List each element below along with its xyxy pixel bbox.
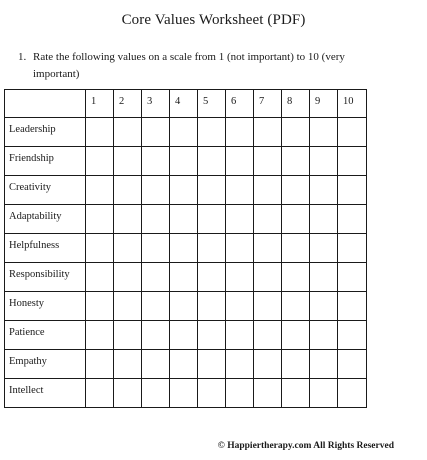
rating-header-4: 4 (170, 90, 198, 118)
value-row (5, 234, 367, 263)
rating-cell[interactable] (282, 118, 310, 147)
rating-cell[interactable] (170, 350, 198, 379)
rating-cell[interactable] (86, 176, 114, 205)
rating-cell[interactable] (86, 147, 114, 176)
rating-cell[interactable] (198, 118, 226, 147)
rating-cell[interactable] (170, 321, 198, 350)
rating-cell[interactable] (226, 379, 254, 408)
rating-cell[interactable] (198, 379, 226, 408)
rating-cell[interactable] (282, 176, 310, 205)
rating-cell[interactable] (170, 263, 198, 292)
rating-cell[interactable] (86, 118, 114, 147)
rating-cell[interactable] (338, 292, 367, 321)
rating-cell[interactable] (310, 379, 338, 408)
corner-cell (5, 90, 86, 118)
rating-cell[interactable] (114, 263, 142, 292)
rating-cell[interactable] (198, 263, 226, 292)
rating-cell[interactable] (310, 292, 338, 321)
rating-cell[interactable] (310, 234, 338, 263)
rating-cell[interactable] (338, 379, 367, 408)
copyright-footer: © Happiertherapy.com All Rights Reserved (217, 441, 394, 451)
value-label: Responsibility (5, 263, 86, 292)
rating-cell[interactable] (226, 118, 254, 147)
rating-cell[interactable] (86, 205, 114, 234)
rating-cell[interactable] (310, 205, 338, 234)
rating-cell[interactable] (114, 350, 142, 379)
rating-cell[interactable] (338, 205, 367, 234)
rating-header-7: 7 (254, 90, 282, 118)
value-row (5, 205, 367, 234)
value-label: Adaptability (5, 205, 86, 234)
rating-cell[interactable] (170, 205, 198, 234)
rating-cell[interactable] (86, 379, 114, 408)
rating-cell[interactable] (254, 263, 282, 292)
rating-cell[interactable] (142, 292, 170, 321)
rating-cell[interactable] (142, 118, 170, 147)
rating-cell[interactable] (142, 263, 170, 292)
rating-cell[interactable] (198, 292, 226, 321)
rating-cell[interactable] (310, 350, 338, 379)
rating-cell[interactable] (226, 234, 254, 263)
rating-cell[interactable] (86, 350, 114, 379)
rating-cell[interactable] (282, 205, 310, 234)
value-label: Leadership (5, 118, 86, 147)
rating-cell[interactable] (310, 147, 338, 176)
rating-cell[interactable] (338, 350, 367, 379)
rating-cell[interactable] (170, 234, 198, 263)
rating-cell[interactable] (86, 234, 114, 263)
instruction-text: Rate the following values on a scale from 1 (not important) to 10 (very important) (33, 51, 345, 80)
rating-cell[interactable] (310, 118, 338, 147)
value-row (5, 379, 367, 408)
rating-cell[interactable] (142, 379, 170, 408)
rating-cell[interactable] (282, 321, 310, 350)
rating-cell[interactable] (114, 234, 142, 263)
value-row (5, 350, 367, 379)
rating-cell[interactable] (114, 118, 142, 147)
rating-cell[interactable] (282, 379, 310, 408)
rating-cell[interactable] (254, 118, 282, 147)
rating-cell[interactable] (338, 147, 367, 176)
rating-cell[interactable] (254, 350, 282, 379)
rating-cell[interactable] (310, 176, 338, 205)
rating-cell[interactable] (114, 176, 142, 205)
rating-header-3: 3 (142, 90, 170, 118)
rating-cell[interactable] (254, 176, 282, 205)
rating-cell[interactable] (282, 263, 310, 292)
rating-cell[interactable] (142, 234, 170, 263)
rating-cell[interactable] (170, 176, 198, 205)
value-label: Empathy (5, 350, 86, 379)
value-label: Helpfulness (5, 234, 86, 263)
rating-cell[interactable] (254, 147, 282, 176)
rating-cell[interactable] (338, 118, 367, 147)
rating-cell[interactable] (254, 205, 282, 234)
rating-table (4, 89, 367, 408)
rating-cell[interactable] (338, 234, 367, 263)
rating-cell[interactable] (282, 234, 310, 263)
value-row (5, 292, 367, 321)
rating-cell[interactable] (170, 292, 198, 321)
value-row (5, 321, 367, 350)
rating-cell[interactable] (170, 147, 198, 176)
rating-cell[interactable] (198, 176, 226, 205)
rating-cell[interactable] (142, 321, 170, 350)
instruction-number: 1. (18, 51, 27, 63)
rating-cell[interactable] (114, 321, 142, 350)
rating-cell[interactable] (198, 234, 226, 263)
rating-cell[interactable] (254, 379, 282, 408)
rating-cell[interactable] (226, 321, 254, 350)
rating-cell[interactable] (86, 263, 114, 292)
rating-cell[interactable] (114, 205, 142, 234)
rating-header-6: 6 (226, 90, 254, 118)
rating-cell[interactable] (310, 263, 338, 292)
rating-cell[interactable] (198, 147, 226, 176)
value-label: Intellect (5, 379, 86, 408)
rating-cell[interactable] (198, 350, 226, 379)
rating-cell[interactable] (226, 176, 254, 205)
rating-cell[interactable] (282, 292, 310, 321)
rating-cell[interactable] (86, 292, 114, 321)
rating-cell[interactable] (226, 205, 254, 234)
worksheet-title: Core Values Worksheet (PDF) (121, 12, 306, 28)
instruction (18, 49, 368, 83)
rating-header-10: 10 (338, 90, 367, 118)
value-label: Patience (5, 321, 86, 350)
rating-cell[interactable] (114, 147, 142, 176)
rating-cell[interactable] (170, 379, 198, 408)
rating-header-1: 1 (86, 90, 114, 118)
rating-cell[interactable] (198, 321, 226, 350)
rating-cell[interactable] (254, 292, 282, 321)
rating-cell[interactable] (338, 263, 367, 292)
rating-header-row (5, 90, 367, 118)
rating-header-8: 8 (282, 90, 310, 118)
rating-cell[interactable] (142, 205, 170, 234)
rating-cell[interactable] (254, 234, 282, 263)
rating-cell[interactable] (170, 118, 198, 147)
value-row (5, 147, 367, 176)
rating-cell[interactable] (198, 205, 226, 234)
rating-cell[interactable] (114, 292, 142, 321)
rating-cell[interactable] (310, 321, 338, 350)
rating-cell[interactable] (226, 292, 254, 321)
rating-cell[interactable] (282, 147, 310, 176)
rating-cell[interactable] (226, 263, 254, 292)
value-row (5, 176, 367, 205)
rating-cell[interactable] (142, 176, 170, 205)
value-row (5, 118, 367, 147)
rating-cell[interactable] (338, 321, 367, 350)
rating-header-2: 2 (114, 90, 142, 118)
rating-cell[interactable] (338, 176, 367, 205)
rating-header-9: 9 (310, 90, 338, 118)
rating-cell[interactable] (114, 379, 142, 408)
rating-cell[interactable] (226, 350, 254, 379)
value-label: Creativity (5, 176, 86, 205)
rating-cell[interactable] (86, 321, 114, 350)
rating-cell[interactable] (142, 350, 170, 379)
rating-header-5: 5 (198, 90, 226, 118)
rating-cell[interactable] (254, 321, 282, 350)
value-label: Honesty (5, 292, 86, 321)
rating-cell[interactable] (282, 350, 310, 379)
rating-cell[interactable] (142, 147, 170, 176)
value-label: Friendship (5, 147, 86, 176)
value-row (5, 263, 367, 292)
rating-cell[interactable] (226, 147, 254, 176)
